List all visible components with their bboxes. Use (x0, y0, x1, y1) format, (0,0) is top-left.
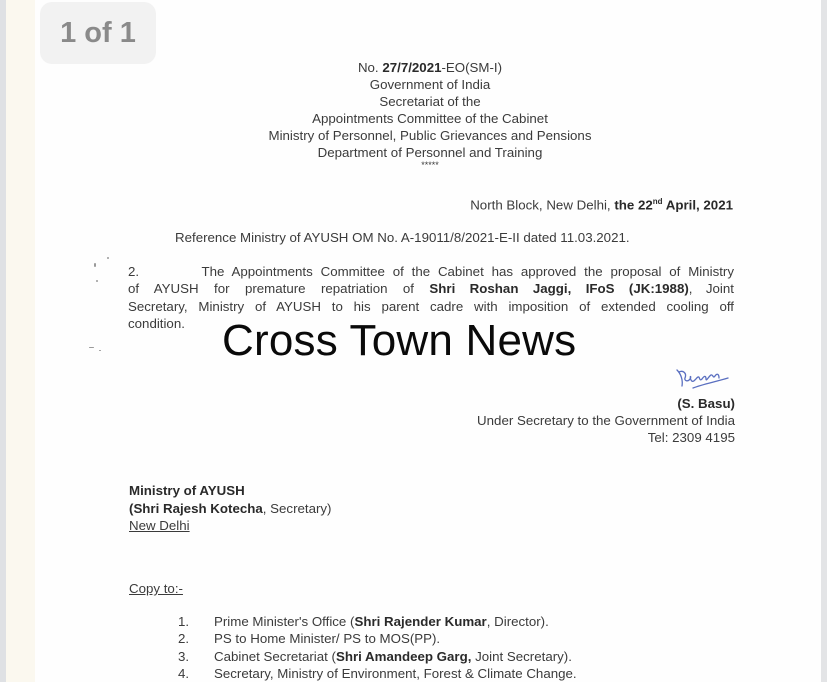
addressee-name: Shri Rajesh Kotecha (133, 500, 263, 516)
item-text: Prime Minister's Office ( (214, 614, 355, 629)
place-date (470, 193, 733, 213)
item-number: 4. (178, 665, 190, 681)
header-line-government: Government of India (369, 77, 491, 92)
item-number: 3. (178, 648, 190, 664)
page-margin-strip (6, 0, 35, 682)
header-separator: ***** (421, 160, 439, 170)
addressee-city: New Delhi (129, 518, 190, 533)
file-number-bold: 27/7/2021 (382, 60, 442, 75)
item-text-end: Joint Secretary). (471, 648, 572, 664)
header-line-secretariat: Secretariat of the (379, 94, 481, 109)
signatory-block (477, 395, 735, 446)
item-text-end: , Director). (486, 614, 549, 629)
place-text: North Block, New Delhi, (470, 197, 615, 213)
copy-to-item (178, 630, 577, 647)
item-name: Shri Amandeep Garg, (335, 648, 472, 664)
watermark-text: Cross Town News (222, 316, 577, 365)
addressee-title: , Secretary) (262, 500, 332, 516)
copy-to-item (178, 648, 577, 665)
item-text: Secretary, Ministry of Environment, Forest & Climate Change. (214, 665, 577, 681)
header-line-department: Department of Personnel and Training (317, 145, 543, 160)
officer-name: Shri Roshan Jaggi, IFoS (JK:1988) (429, 281, 689, 297)
copy-to-label: Copy to:- (129, 581, 183, 596)
item-text: PS to Home Minister/ PS to MOS(PP). (214, 631, 441, 647)
signatory-telephone: Tel: 2309 4195 (647, 430, 735, 445)
date-superscript: nd (652, 197, 663, 206)
addressee-block (129, 482, 331, 535)
file-number-suffix: -EO(SM-I) (441, 60, 503, 75)
reference-line: Reference Ministry of AYUSH OM No. A-19011/8/2021-E-II dated 11.03.2021. (175, 230, 630, 245)
item-name: Shri Rajender Kumar (354, 614, 487, 629)
signature-icon (673, 364, 733, 396)
header-line-ministry: Ministry of Personnel, Public Grievances and Pensions (268, 128, 592, 143)
paragraph-line-2-end: , Joint (688, 281, 734, 297)
date-prefix: the 22 (614, 197, 653, 213)
file-number (230, 59, 630, 76)
signatory-name: (S. Basu) (677, 396, 735, 411)
paragraph-line-2 (128, 280, 734, 297)
item-number: 2. (178, 631, 190, 647)
viewer-scrollbar-track[interactable] (821, 0, 827, 682)
addressee-person (129, 500, 331, 518)
date-suffix: April, 2021 (662, 197, 733, 213)
paragraph-line-3: Secretary, Ministry of AYUSH to his parent cadre with imposition of extended cooling off (128, 298, 734, 314)
signatory-designation: Under Secretary to the Government of India (477, 413, 735, 428)
paragraph-line-1: 2. The Appointments Committee of the Cabinet has approved the proposal of Ministry (128, 264, 734, 279)
page-counter-badge (40, 2, 156, 64)
addressee-org: Ministry of AYUSH (129, 483, 245, 498)
copy-to-list (178, 613, 577, 682)
paragraph-line-4: condition. (128, 315, 185, 331)
copy-to-item (178, 665, 577, 682)
paragraph-line-2-text: of AYUSH for premature repatriation of (128, 281, 430, 297)
file-number-prefix: No. (357, 60, 383, 75)
item-number: 1. (178, 614, 190, 629)
page-counter-text: 1 of 1 (60, 16, 136, 49)
header-line-committee: Appointments Committee of the Cabinet (312, 111, 548, 126)
document-header (230, 59, 630, 169)
addressee-paren: ( (129, 500, 134, 516)
item-text: Cabinet Secretariat ( (214, 648, 336, 664)
copy-to-item (178, 613, 577, 630)
